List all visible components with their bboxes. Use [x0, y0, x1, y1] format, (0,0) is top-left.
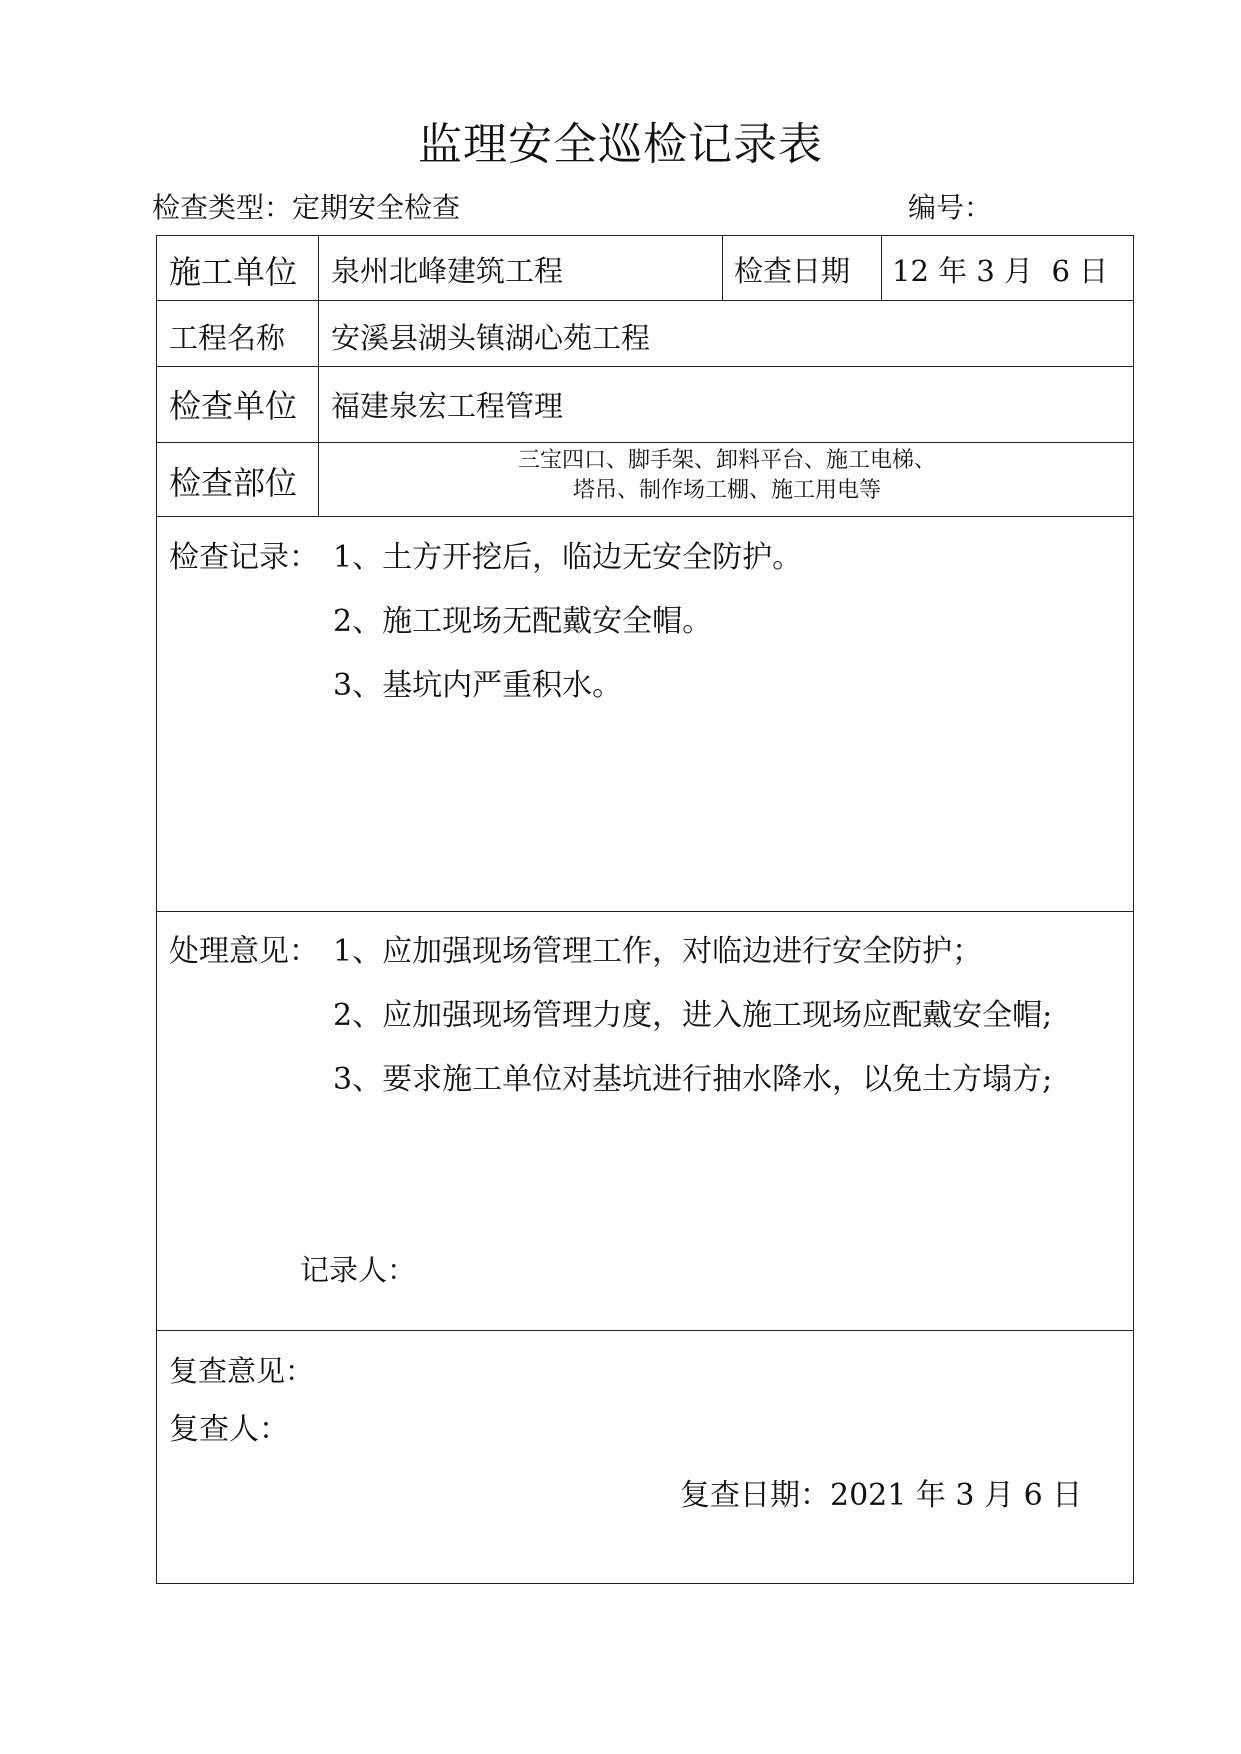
inspection-area-line: 三宝四口、脚手架、卸料平台、施工电梯、	[517, 448, 936, 473]
construction-unit-value: 泉州北峰建筑工程	[331, 254, 564, 288]
construction-unit-label: 施工单位	[169, 253, 298, 291]
project-name-value: 安溪县湖头镇湖心苑工程	[331, 321, 651, 355]
handling-opinion-label: 处理意见：	[169, 934, 319, 969]
check-date-label: 检查日期	[734, 254, 851, 288]
handling-item: 3、要求施工单位对基坑进行抽水降水，以免土方塌方;	[333, 1062, 1053, 1097]
handling-item: 1、应加强现场管理工作，对临边进行安全防护；	[333, 934, 983, 969]
inspection-area-value	[319, 446, 1135, 506]
row-divider	[157, 442, 1133, 443]
document-title: 监理安全巡检记录表	[418, 119, 823, 170]
inspection-area-label: 检查部位	[169, 464, 298, 502]
record-item: 3、基坑内严重积水。	[333, 668, 623, 703]
check-type: 检查类型：定期安全检查	[152, 191, 461, 224]
number-label: 编号：	[908, 191, 993, 224]
review-date: 复查日期：2021 年 3 月 6 日	[680, 1478, 1083, 1513]
record-item: 1、土方开挖后，临边无安全防护。	[333, 540, 803, 575]
inspection-unit-value: 福建泉宏工程管理	[331, 389, 564, 423]
inspection-form-table	[156, 235, 1134, 1584]
column-divider	[881, 236, 882, 300]
reviewer-label: 复查人：	[169, 1412, 289, 1447]
record-item: 2、施工现场无配戴安全帽。	[333, 604, 713, 639]
row-divider	[157, 1330, 1133, 1331]
row-divider	[157, 516, 1133, 517]
row-divider	[157, 366, 1133, 367]
column-divider	[722, 236, 723, 300]
inspection-record-label: 检查记录：	[169, 540, 319, 575]
review-opinion-label: 复查意见：	[169, 1354, 315, 1388]
handling-item: 2、应加强现场管理力度，进入施工现场应配戴安全帽;	[333, 998, 1053, 1033]
inspection-unit-label: 检查单位	[169, 387, 298, 425]
recorder-label: 记录人：	[300, 1253, 417, 1287]
check-date-value: 12 年 3 月 6 日	[892, 254, 1109, 288]
inspection-area-line: 塔吊、制作场工棚、施工用电等	[572, 478, 881, 503]
row-divider	[157, 300, 1133, 301]
project-name-label: 工程名称	[169, 321, 286, 355]
row-divider	[157, 911, 1133, 912]
